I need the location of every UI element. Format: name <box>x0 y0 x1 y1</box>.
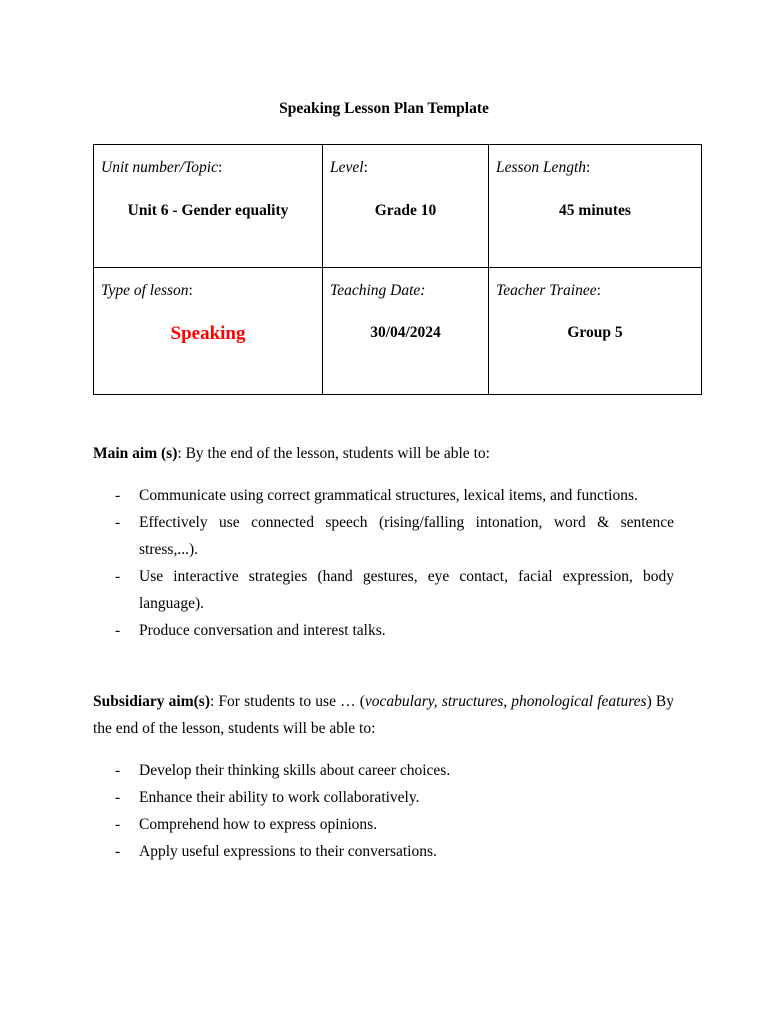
lesson-type-value: Speaking <box>170 323 246 344</box>
list-item: - Communicate using correct grammatical structures, lexical items, and functions. <box>115 487 638 504</box>
teacher-trainee-value: Group 5 <box>567 324 623 341</box>
lesson-length-value: 45 minutes <box>559 202 631 219</box>
lesson-type-label: Type of lesson: <box>101 282 193 299</box>
table-row <box>94 145 702 268</box>
list-item: - Apply useful expressions to their conversations. <box>115 843 437 860</box>
level-cell <box>323 145 489 268</box>
lesson-length-cell <box>489 145 702 268</box>
level-value: Grade 10 <box>374 202 437 219</box>
list-item: - Produce conversation and interest talks. <box>115 622 386 639</box>
teaching-date-value: 30/04/2024 <box>370 324 441 341</box>
teacher-trainee-cell <box>489 268 702 395</box>
teacher-trainee-label: Teacher Trainee: <box>496 282 601 299</box>
main-aim-list <box>93 482 674 644</box>
lesson-length-label: Lesson Length: <box>496 159 591 176</box>
teaching-date-label: Teaching Date: <box>330 282 426 299</box>
main-aim-heading: Main aim (s): By the end of the lesson, students will be able to: <box>93 445 490 462</box>
subsidiary-aim-list <box>93 757 674 865</box>
list-item: - Enhance their ability to work collaboratively. <box>115 789 420 806</box>
document-title: Speaking Lesson Plan Template <box>279 100 489 117</box>
list-item: - Effectively use connected speech (rising/falling intonation, word & sentence stress,...). <box>115 514 674 558</box>
teaching-date-cell <box>323 268 489 395</box>
level-label: Level: <box>330 159 368 176</box>
list-item: - Develop their thinking skills about career choices. <box>115 762 451 779</box>
unit-cell <box>94 145 323 268</box>
subsidiary-aim-heading: Subsidiary aim(s): For students to use … (vocabulary, structures, phonological features) By the end of the lesson, students will be able to: <box>93 693 674 737</box>
lesson-type-cell <box>94 268 323 395</box>
list-item: - Use interactive strategies (hand gestures, eye contact, facial expression, body language). <box>115 568 674 612</box>
table-row <box>94 268 702 395</box>
lesson-info-table <box>93 144 702 395</box>
list-item: - Comprehend how to express opinions. <box>115 816 378 833</box>
unit-value: Unit 6 - Gender equality <box>127 202 289 219</box>
unit-label: Unit number/Topic: <box>101 159 223 176</box>
